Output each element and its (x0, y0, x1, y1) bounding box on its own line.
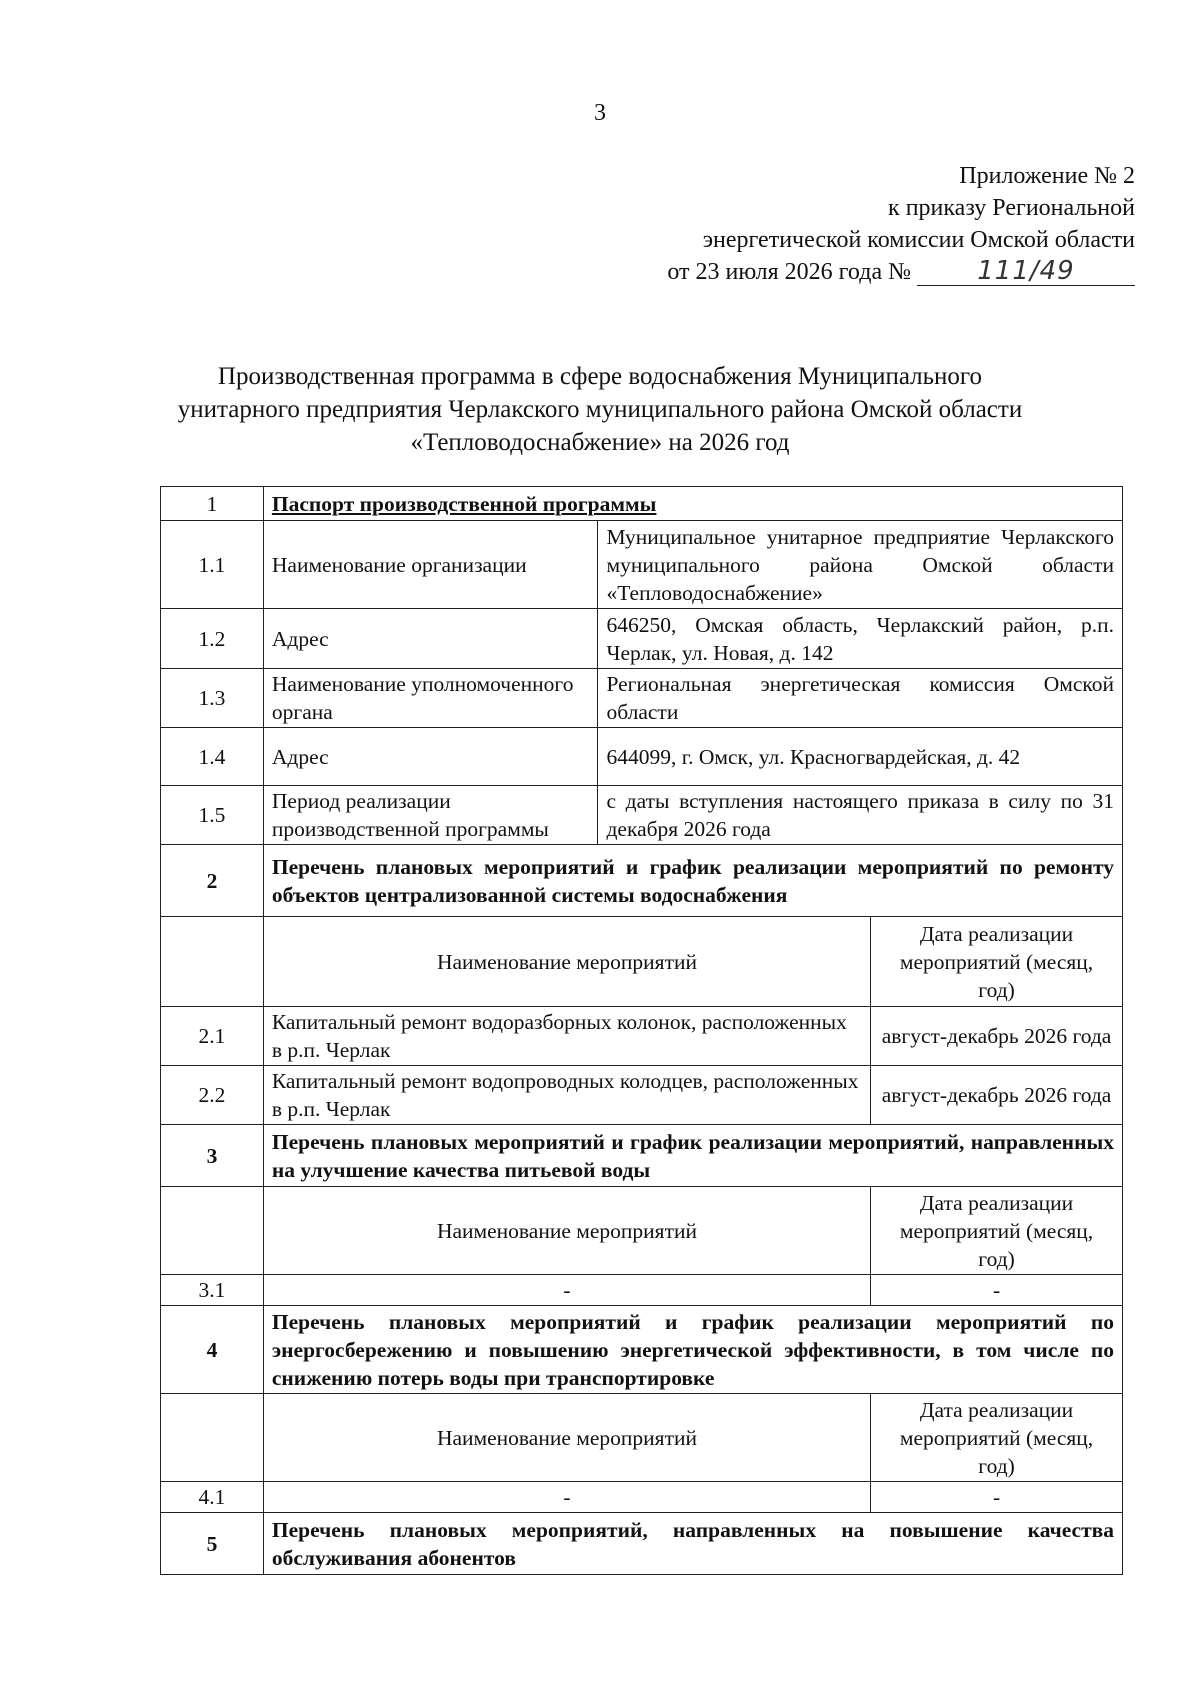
empty-cell (161, 1394, 264, 1482)
section-number: 5 (161, 1513, 264, 1575)
title-line-3: «Тепловодоснабжение» на 2026 год (410, 429, 790, 456)
empty-cell (161, 917, 264, 1007)
row-date: август-декабрь 2026 года (871, 1066, 1123, 1125)
order-number-handwritten: 111/49 (917, 257, 1135, 286)
row-number: 1.4 (161, 728, 264, 786)
table-row (161, 1007, 1123, 1066)
passport-row (161, 669, 1123, 728)
row-name: Капитальный ремонт водопроводных колодцев, расположенных в р.п. Черлак (263, 1066, 870, 1125)
row-value: Муниципальное унитарное предприятие Черлакского муниципального района Омской области «Тепловодоснабжение» (598, 521, 1123, 609)
program-table (160, 486, 1123, 1575)
row-date: - (871, 1482, 1123, 1513)
passport-row (161, 786, 1123, 845)
section-number: 3 (161, 1125, 264, 1187)
section-title: Перечень плановых мероприятий и график реализации мероприятий, направленных на улучшение качества питьевой воды (263, 1125, 1122, 1187)
section-title: Паспорт производственной программы (263, 487, 1122, 521)
row-number: 1.3 (161, 669, 264, 728)
section-number: 2 (161, 845, 264, 917)
appendix-order-line (667, 256, 1135, 288)
row-value: Региональная энергетическая комиссия Омской области (598, 669, 1123, 728)
appendix-line-2: к приказу Региональной (888, 195, 1135, 221)
col-header-date: Дата реализации мероприятий (месяц, год) (871, 1187, 1123, 1275)
order-date-prefix: от 23 июля 2026 года № (667, 259, 911, 285)
appendix-line-1: Приложение № 2 (959, 163, 1135, 189)
table-row (161, 1482, 1123, 1513)
col-header-date: Дата реализации мероприятий (месяц, год) (871, 917, 1123, 1007)
appendix-line-3: энергетической комиссии Омской области (702, 227, 1135, 253)
section-1-header (161, 487, 1123, 521)
table-row (161, 1275, 1123, 1306)
col-header-name: Наименование мероприятий (263, 1394, 870, 1482)
table-row (161, 1066, 1123, 1125)
title-line-2: унитарного предприятия Черлакского муниципального района Омской области (177, 396, 1023, 423)
col-header-name: Наименование мероприятий (263, 1187, 870, 1275)
section-4-header (161, 1306, 1123, 1394)
row-number: 1.5 (161, 786, 264, 845)
section-title: Перечень плановых мероприятий и график реализации мероприятий по энергосбережению и повышению энергетической эффективности, в том числе по снижению потерь воды при транспортировке (263, 1306, 1122, 1394)
column-header-row (161, 1394, 1123, 1482)
row-label: Адрес (263, 728, 598, 786)
row-date: август-декабрь 2026 года (871, 1007, 1123, 1066)
section-title: Перечень плановых мероприятий, направленных на повышение качества обслуживания абонентов (263, 1513, 1122, 1575)
row-label: Адрес (263, 609, 598, 669)
row-label: Период реализации производственной программы (263, 786, 598, 845)
passport-row (161, 609, 1123, 669)
col-header-date: Дата реализации мероприятий (месяц, год) (871, 1394, 1123, 1482)
row-name: Капитальный ремонт водоразборных колонок, расположенных в р.п. Черлак (263, 1007, 870, 1066)
section-title: Перечень плановых мероприятий и график реализации мероприятий по ремонту объектов централизованной системы водоснабжения (263, 845, 1122, 917)
passport-row (161, 728, 1123, 786)
document-title (120, 360, 1080, 459)
section-3-header (161, 1125, 1123, 1187)
row-number: 1.2 (161, 609, 264, 669)
row-label: Наименование уполномоченного органа (263, 669, 598, 728)
section-number: 1 (161, 487, 264, 521)
row-number: 2.2 (161, 1066, 264, 1125)
empty-cell (161, 1187, 264, 1275)
section-5-header (161, 1513, 1123, 1575)
column-header-row (161, 1187, 1123, 1275)
row-label: Наименование организации (263, 521, 598, 609)
row-date: - (871, 1275, 1123, 1306)
passport-row (161, 521, 1123, 609)
col-header-name: Наименование мероприятий (263, 917, 870, 1007)
row-name: - (263, 1275, 870, 1306)
row-value: 646250, Омская область, Черлакский район, р.п. Черлак, ул. Новая, д. 142 (598, 609, 1123, 669)
row-number: 4.1 (161, 1482, 264, 1513)
row-number: 3.1 (161, 1275, 264, 1306)
row-number: 2.1 (161, 1007, 264, 1066)
column-header-row (161, 917, 1123, 1007)
section-2-header (161, 845, 1123, 917)
row-value: 644099, г. Омск, ул. Красногвардейская, д. 42 (598, 728, 1123, 786)
row-number: 1.1 (161, 521, 264, 609)
row-value: с даты вступления настоящего приказа в силу по 31 декабря 2026 года (598, 786, 1123, 845)
title-line-1: Производственная программа в сфере водоснабжения Муниципального (217, 363, 983, 390)
appendix-block (667, 160, 1135, 288)
section-number: 4 (161, 1306, 264, 1394)
page-number: 3 (594, 100, 606, 126)
row-name: - (263, 1482, 870, 1513)
